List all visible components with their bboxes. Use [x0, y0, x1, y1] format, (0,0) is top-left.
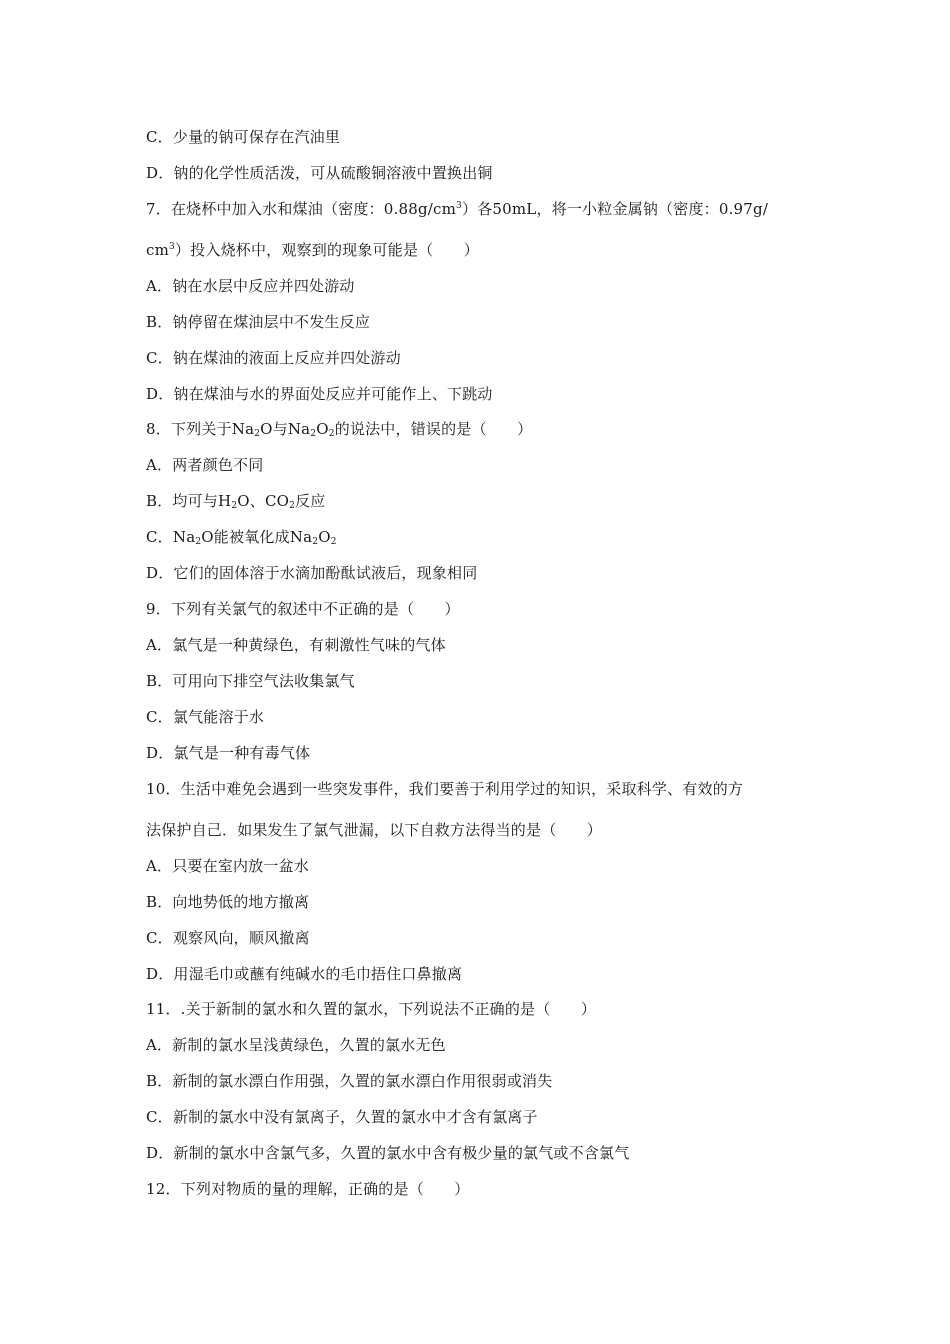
- option-text: D．钠的化学性质活泼，可从硫酸铜溶液中置换出铜: [146, 164, 493, 182]
- option-c-q11: [146, 1107, 816, 1127]
- option-text: D．它们的固体溶于水滴加酚酞试液后，现象相同: [146, 564, 478, 582]
- option-a-q7: [146, 276, 816, 296]
- option-text: O、CO: [237, 492, 290, 510]
- question-10-line-2: [146, 820, 816, 840]
- option-text: B．向地势低的地方撤离: [146, 893, 310, 911]
- option-c-q6: [146, 127, 816, 147]
- option-text: A．新制的氯水呈浅黄绿色，久置的氯水无色: [146, 1036, 446, 1054]
- question-text: cm: [146, 241, 170, 259]
- option-b-q7: [146, 312, 816, 332]
- subscript: 2: [195, 537, 202, 547]
- question-10-line-1: [146, 779, 816, 799]
- option-text: D．新制的氯水中含氯气多，久置的氯水中含有极少量的氯气或不含氯气: [146, 1144, 630, 1162]
- option-d-q7: [146, 384, 816, 404]
- option-text: C．新制的氯水中没有氯离子，久置的氯水中才含有氯离子: [146, 1108, 538, 1126]
- option-a-q9: [146, 635, 816, 655]
- question-9: [146, 599, 816, 619]
- question-text: 12．下列对物质的量的理解，正确的是（ ）: [146, 1180, 470, 1198]
- option-a-q8: [146, 455, 816, 475]
- option-text: A．钠在水层中反应并四处游动: [146, 277, 355, 295]
- question-7-line-2: [146, 240, 816, 260]
- option-text: O: [318, 528, 331, 546]
- option-d-q9: [146, 743, 816, 763]
- option-text: C．钠在煤油的液面上反应并四处游动: [146, 349, 401, 367]
- subscript: 2: [231, 501, 238, 511]
- option-b-q11: [146, 1071, 816, 1091]
- subscript: 2: [310, 429, 317, 439]
- option-text: C．氯气能溶于水: [146, 708, 265, 726]
- question-text: O与Na: [260, 420, 311, 438]
- option-text: C．观察风向，顺风撤离: [146, 929, 310, 947]
- option-d-q10: [146, 964, 816, 984]
- option-text: C．少量的钠可保存在汽油里: [146, 128, 341, 146]
- superscript: 3: [456, 201, 462, 211]
- question-text: 的说法中，错误的是（ ）: [334, 420, 533, 438]
- option-c-q10: [146, 928, 816, 948]
- option-c-q8: [146, 527, 816, 547]
- question-7-line-1: [146, 199, 816, 219]
- subscript: 2: [289, 501, 296, 511]
- option-text: D．氯气是一种有毒气体: [146, 744, 311, 762]
- subscript: 2: [254, 429, 261, 439]
- question-text: ）各50mL，将一小粒金属钠（密度：0.97g/: [461, 200, 769, 218]
- option-c-q7: [146, 348, 816, 368]
- option-text: C．Na: [146, 528, 196, 546]
- option-text: B．可用向下排空气法收集氯气: [146, 672, 355, 690]
- question-text: 10．生活中难免会遇到一些突发事件，我们要善于利用学过的知识，采取科学、有效的方: [146, 780, 744, 798]
- question-text: ）投入烧杯中，观察到的现象可能是（ ）: [174, 241, 479, 259]
- superscript: 3: [169, 242, 175, 252]
- option-a-q10: [146, 856, 816, 876]
- question-text: 8．下列关于Na: [146, 420, 255, 438]
- subscript: 2: [330, 537, 337, 547]
- option-text: 反应: [295, 492, 326, 510]
- option-text: B．钠停留在煤油层中不发生反应: [146, 313, 371, 331]
- question-12: [146, 1179, 816, 1199]
- option-b-q8: [146, 491, 816, 511]
- option-text: O能被氧化成Na: [201, 528, 313, 546]
- question-text: O: [316, 420, 329, 438]
- option-d-q6: [146, 163, 816, 183]
- question-text: 11．.关于新制的氯水和久置的氯水，下列说法不正确的是（ ）: [146, 1000, 597, 1018]
- question-text: 9．下列有关氯气的叙述中不正确的是（ ）: [146, 600, 460, 618]
- subscript: 2: [328, 429, 335, 439]
- option-text: B．新制的氯水漂白作用强，久置的氯水漂白作用很弱或消失: [146, 1072, 553, 1090]
- option-text: A．只要在室内放一盆水: [146, 857, 310, 875]
- option-text: D．用湿毛巾或蘸有纯碱水的毛巾捂住口鼻撤离: [146, 965, 463, 983]
- option-a-q11: [146, 1035, 816, 1055]
- question-8: [146, 419, 816, 439]
- option-d-q11: [146, 1143, 816, 1163]
- option-b-q9: [146, 671, 816, 691]
- option-text: A．氯气是一种黄绿色，有刺激性气味的气体: [146, 636, 446, 654]
- question-text: 7．在烧杯中加入水和煤油（密度：0.88g/cm: [146, 200, 457, 218]
- option-text: D．钠在煤油与水的界面处反应并可能作上、下跳动: [146, 385, 493, 403]
- question-text: 法保护自己．如果发生了氯气泄漏，以下自救方法得当的是（ ）: [146, 821, 603, 839]
- question-11: [146, 999, 816, 1019]
- option-b-q10: [146, 892, 816, 912]
- option-text: B．均可与H: [146, 492, 232, 510]
- option-text: A．两者颜色不同: [146, 456, 264, 474]
- option-c-q9: [146, 707, 816, 727]
- subscript: 2: [312, 537, 319, 547]
- option-d-q8: [146, 563, 816, 583]
